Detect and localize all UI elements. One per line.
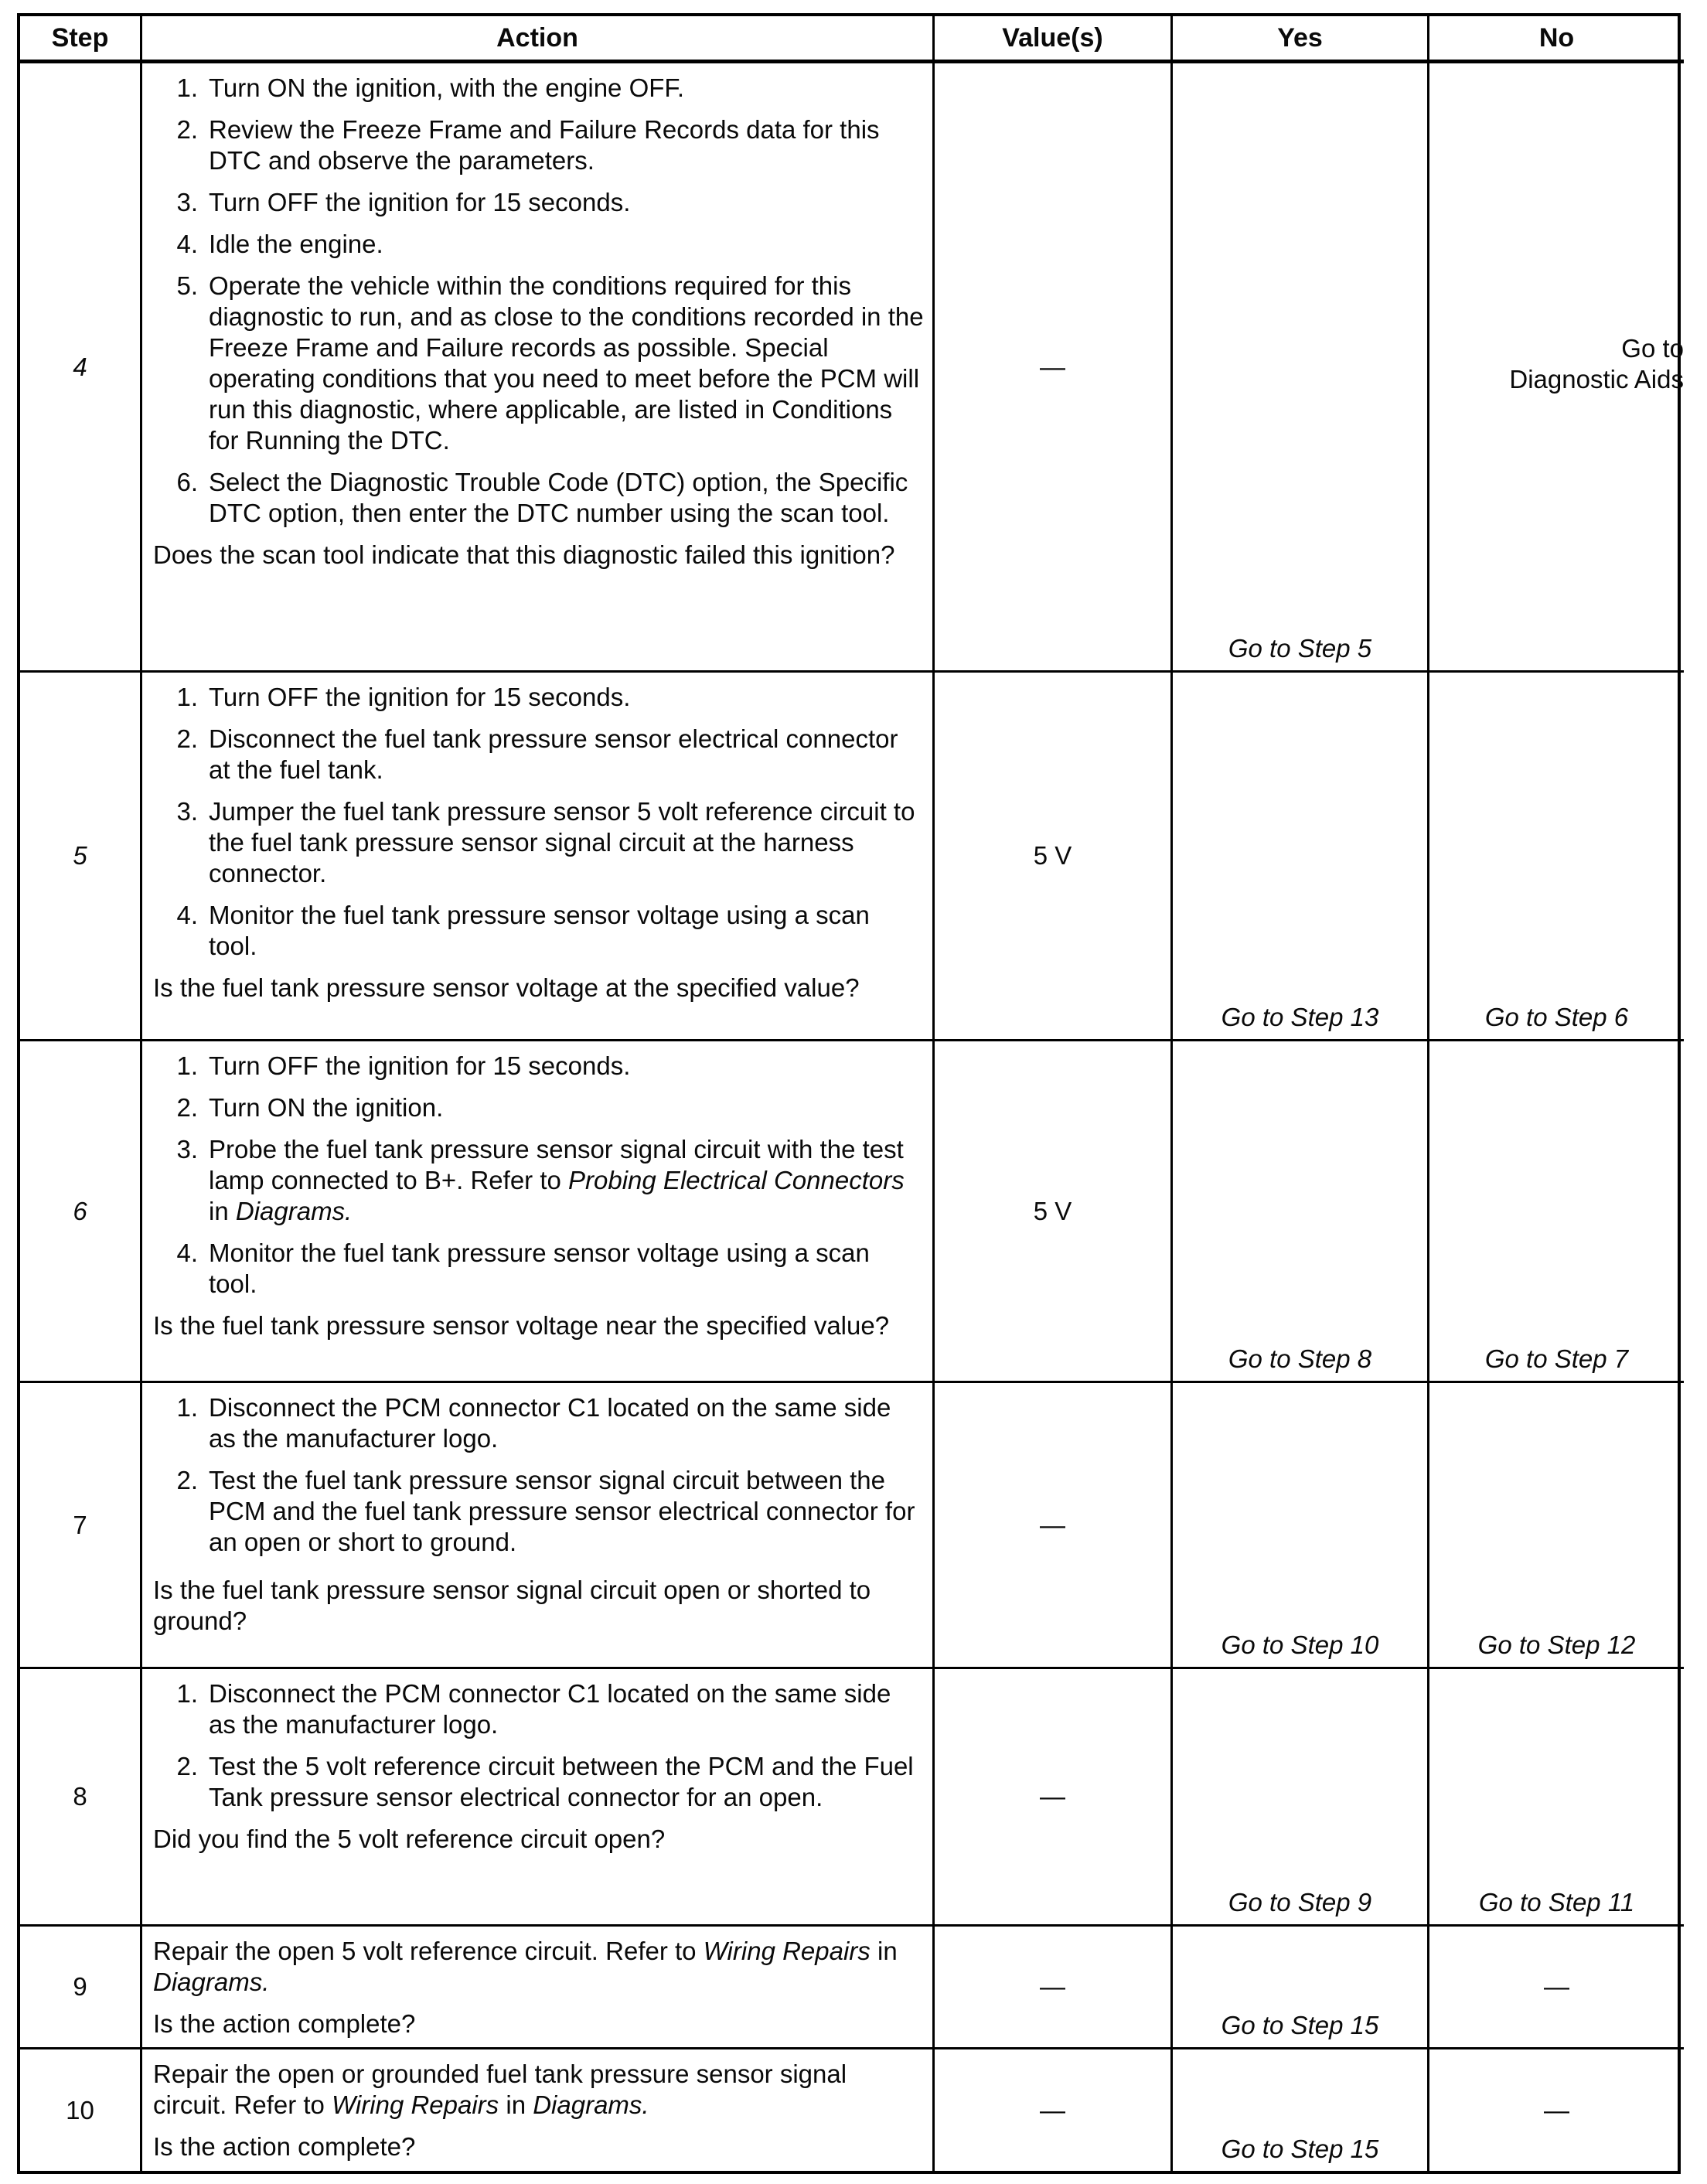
value-cell: —	[935, 2049, 1173, 2171]
value-cell: —	[935, 1669, 1173, 1927]
header-step: Step	[20, 16, 142, 63]
action-steps	[153, 1051, 925, 1300]
action-cell	[142, 1041, 935, 1383]
action-cell	[142, 1669, 935, 1927]
action-step: 2. Test the 5 volt reference circuit between the PCM and the Fuel Tank pressure sensor electrical connector for an open.	[176, 1752, 914, 1811]
action-step: 3. Probe the fuel tank pressure sensor signal circuit with the test lamp connected to B+. Refer to Probing Electrical Connectors in Diagrams.	[176, 1135, 905, 1225]
no-link-line2: Diagnostic Aids	[1509, 364, 1684, 394]
step-number: 7	[20, 1383, 142, 1669]
action-steps	[153, 1678, 925, 1813]
header-yes: Yes	[1173, 16, 1429, 63]
action-question: Is the fuel tank pressure sensor voltage near the specified value?	[153, 1311, 890, 1340]
no-link[interactable]: Go to Step 7	[1429, 1041, 1684, 1383]
value-cell: —	[935, 1927, 1173, 2049]
action-step: 2. Test the fuel tank pressure sensor signal circuit between the PCM and the fuel tank pressure sensor electrical connector for an open or short to ground.	[176, 1466, 915, 1556]
action-cell	[142, 1383, 935, 1669]
document-reference: Diagrams.	[153, 1968, 270, 1996]
action-step: 3. Jumper the fuel tank pressure sensor 5 volt reference circuit to the fuel tank pressure sensor signal circuit at the harness connector.	[176, 797, 915, 888]
action-text: Repair the open or grounded fuel tank pressure sensor signal circuit. Refer to Wiring Repairs in Diagrams.	[153, 2060, 847, 2119]
action-question: Is the fuel tank pressure sensor voltage at the specified value?	[153, 973, 860, 1002]
action-step: 4. Idle the engine.	[176, 230, 383, 258]
action-step: 1. Disconnect the PCM connector C1 located on the same side as the manufacturer logo.	[176, 1679, 891, 1739]
reference-link: Wiring Repairs	[332, 2090, 499, 2119]
action-cell	[142, 1927, 935, 2049]
action-cell	[142, 673, 935, 1041]
step-number: 10	[20, 2049, 142, 2171]
action-steps	[153, 1392, 925, 1558]
yes-link[interactable]: Go to Step 9	[1173, 1669, 1429, 1927]
diagnostic-table	[17, 13, 1684, 2174]
step-number: 6	[20, 1041, 142, 1383]
yes-link[interactable]: Go to Step 8	[1173, 1041, 1429, 1383]
action-step: 1. Turn OFF the ignition for 15 seconds.	[176, 683, 631, 711]
action-step: 5. Operate the vehicle within the conditions required for this diagnostic to run, and as close to the conditions recorded in the Freeze Frame and Failure records as possible. Special operating conditions that you need to meet before the PCM will run this diagnostic, where applicable, are listed in Conditions for Running the DTC.	[176, 271, 924, 455]
document-reference: Diagrams.	[533, 2090, 649, 2119]
action-step: 6. Select the Diagnostic Trouble Code (DTC) option, the Specific DTC option, then enter the DTC number using the scan tool.	[176, 468, 908, 527]
yes-link[interactable]: Go to Step 15	[1173, 1927, 1429, 2049]
action-question: Is the action complete?	[153, 2132, 416, 2161]
action-question: Does the scan tool indicate that this diagnostic failed this ignition?	[153, 540, 895, 569]
action-step: 4. Monitor the fuel tank pressure sensor voltage using a scan tool.	[176, 901, 870, 960]
step-number: 8	[20, 1669, 142, 1927]
action-question: Did you find the 5 volt reference circuit open?	[153, 1825, 666, 1853]
action-step: 1. Disconnect the PCM connector C1 located on the same side as the manufacturer logo.	[176, 1393, 891, 1453]
no-link[interactable]	[1429, 63, 1684, 673]
action-step: 4. Monitor the fuel tank pressure sensor voltage using a scan tool.	[176, 1239, 870, 1298]
action-step: 2. Review the Freeze Frame and Failure Records data for this DTC and observe the parameters.	[176, 115, 880, 175]
step-number: 4	[20, 63, 142, 673]
no-value: —	[1544, 2095, 1569, 2124]
document-reference: Diagrams.	[235, 1197, 353, 1225]
action-steps	[153, 682, 925, 962]
reference-link: Probing Electrical Connectors	[568, 1166, 905, 1194]
action-question: Is the fuel tank pressure sensor signal circuit open or shorted to ground?	[153, 1576, 871, 1635]
value-cell: —	[935, 63, 1173, 673]
yes-link[interactable]: Go to Step 5	[1173, 63, 1429, 673]
step-number: 5	[20, 673, 142, 1041]
yes-link[interactable]: Go to Step 10	[1173, 1383, 1429, 1669]
action-cell	[142, 2049, 935, 2171]
action-text: Repair the open 5 volt reference circuit. Refer to Wiring Repairs in Diagrams.	[153, 1937, 898, 1996]
value-cell: 5 V	[935, 673, 1173, 1041]
no-link[interactable]: Go to Step 12	[1429, 1383, 1684, 1669]
action-question: Is the action complete?	[153, 2009, 416, 2038]
action-step: 2. Disconnect the fuel tank pressure sensor electrical connector at the fuel tank.	[176, 724, 898, 784]
action-steps	[153, 73, 925, 529]
header-no: No	[1429, 16, 1684, 63]
action-step: 1. Turn OFF the ignition for 15 seconds.	[176, 1051, 631, 1080]
header-action: Action	[142, 16, 935, 63]
no-link-line1: Go to	[1621, 333, 1684, 363]
reference-link: Wiring Repairs	[703, 1937, 871, 1965]
yes-link[interactable]: Go to Step 15	[1173, 2049, 1429, 2171]
no-link[interactable]: Go to Step 6	[1429, 673, 1684, 1041]
no-link[interactable]: Go to Step 11	[1429, 1669, 1684, 1927]
header-values: Value(s)	[935, 16, 1173, 63]
value-cell: 5 V	[935, 1041, 1173, 1383]
value-cell: —	[935, 1383, 1173, 1669]
yes-link[interactable]: Go to Step 13	[1173, 673, 1429, 1041]
step-number: 9	[20, 1927, 142, 2049]
action-cell	[142, 63, 935, 673]
action-step: 1. Turn ON the ignition, with the engine OFF.	[176, 73, 685, 102]
no-value: —	[1429, 1927, 1684, 2049]
action-step: 3. Turn OFF the ignition for 15 seconds.	[176, 188, 631, 216]
action-step: 2. Turn ON the ignition.	[176, 1093, 444, 1122]
